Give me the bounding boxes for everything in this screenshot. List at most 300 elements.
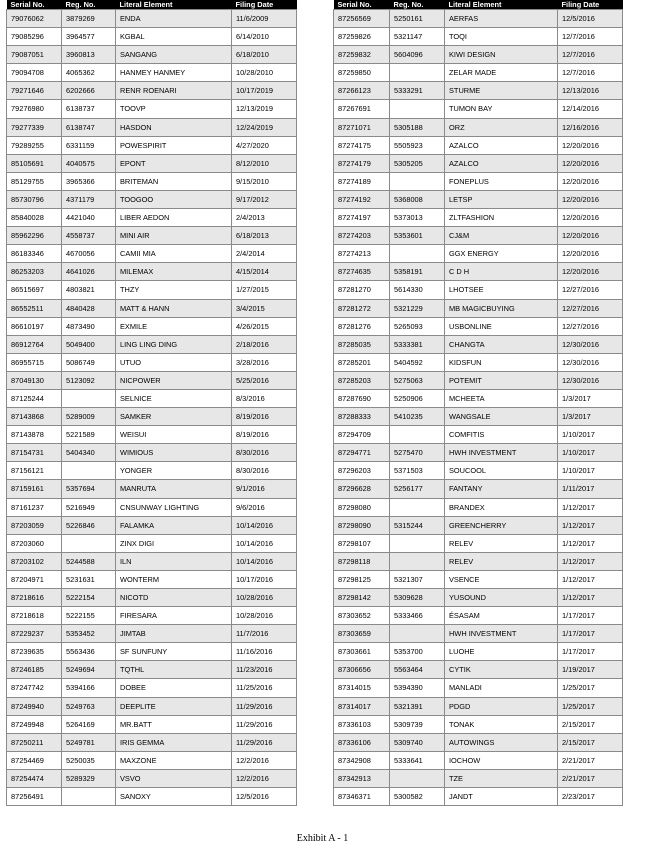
literal-element-cell: MANRUTA xyxy=(116,480,232,498)
serial-no-cell: 87294771 xyxy=(334,444,390,462)
table-row xyxy=(7,28,297,46)
literal-element-cell: IOCHOW xyxy=(445,751,558,769)
filing-date-cell: 12/13/2016 xyxy=(558,82,623,100)
serial-no-cell: 79271646 xyxy=(7,82,62,100)
literal-element-cell: PDGD xyxy=(445,697,558,715)
reg-no-cell: 5309628 xyxy=(390,589,445,607)
filing-date-cell: 1/3/2017 xyxy=(558,408,623,426)
literal-element-cell: ENDA xyxy=(116,10,232,28)
serial-no-cell: 87281276 xyxy=(334,317,390,335)
literal-element-cell: VSVO xyxy=(116,769,232,787)
literal-element-cell: CNSUNWAY LIGHTING xyxy=(116,498,232,516)
literal-element-cell: SANGANG xyxy=(116,46,232,64)
filing-date-cell: 2/15/2017 xyxy=(558,733,623,751)
reg-no-cell: 6138747 xyxy=(62,118,116,136)
table-row xyxy=(7,353,297,371)
literal-element-cell: SAMKER xyxy=(116,408,232,426)
literal-element-cell: BRANDEX xyxy=(445,498,558,516)
table-row xyxy=(334,190,623,208)
reg-no-cell: 5333466 xyxy=(390,607,445,625)
table-row xyxy=(7,733,297,751)
literal-element-cell: JIMTAB xyxy=(116,625,232,643)
filing-date-cell: 1/12/2017 xyxy=(558,498,623,516)
serial-no-cell: 87218616 xyxy=(7,589,62,607)
reg-no-cell: 5353601 xyxy=(390,227,445,245)
filing-date-cell: 10/28/2010 xyxy=(232,64,297,82)
table-row xyxy=(7,227,297,245)
table-row xyxy=(334,82,623,100)
reg-no-cell: 5250906 xyxy=(390,389,445,407)
serial-no-cell: 87254474 xyxy=(7,769,62,787)
serial-no-cell: 87218618 xyxy=(7,607,62,625)
serial-no-cell: 87249940 xyxy=(7,697,62,715)
table-row xyxy=(334,100,623,118)
serial-no-cell: 87247742 xyxy=(7,679,62,697)
serial-no-cell: 86253203 xyxy=(7,263,62,281)
reg-no-cell: 5249763 xyxy=(62,697,116,715)
reg-no-cell: 5256177 xyxy=(390,480,445,498)
filing-date-cell: 12/27/2016 xyxy=(558,281,623,299)
serial-no-cell: 87259850 xyxy=(334,64,390,82)
table-row xyxy=(334,751,623,769)
reg-no-cell: 5222154 xyxy=(62,589,116,607)
reg-no-cell: 5275063 xyxy=(390,371,445,389)
reg-no-cell: 5358191 xyxy=(390,263,445,281)
literal-element-cell: POTEMIT xyxy=(445,371,558,389)
header-reg-no: Reg. No. xyxy=(62,0,116,10)
reg-no-cell: 4873490 xyxy=(62,317,116,335)
literal-element-cell: TUMON BAY xyxy=(445,100,558,118)
serial-no-cell: 87267691 xyxy=(334,100,390,118)
header-literal-element: Literal Element xyxy=(116,0,232,10)
reg-no-cell: 5333381 xyxy=(390,335,445,353)
filing-date-cell: 12/27/2016 xyxy=(558,317,623,335)
filing-date-cell: 12/20/2016 xyxy=(558,154,623,172)
literal-element-cell: WEISUI xyxy=(116,426,232,444)
literal-element-cell: AUTOWINGS xyxy=(445,733,558,751)
filing-date-cell: 12/20/2016 xyxy=(558,172,623,190)
literal-element-cell: CAMII MIA xyxy=(116,245,232,263)
reg-no-cell: 5226846 xyxy=(62,516,116,534)
serial-no-cell: 79277339 xyxy=(7,118,62,136)
reg-no-cell xyxy=(390,534,445,552)
serial-no-cell: 87159161 xyxy=(7,480,62,498)
serial-no-cell: 87306656 xyxy=(334,661,390,679)
serial-no-cell: 87287690 xyxy=(334,389,390,407)
table-row xyxy=(334,335,623,353)
reg-no-cell xyxy=(390,426,445,444)
serial-no-cell: 87298142 xyxy=(334,589,390,607)
literal-element-cell: JANDT xyxy=(445,788,558,806)
filing-date-cell: 2/21/2017 xyxy=(558,751,623,769)
serial-no-cell: 87285201 xyxy=(334,353,390,371)
table-row xyxy=(334,408,623,426)
literal-element-cell: C D H xyxy=(445,263,558,281)
filing-date-cell: 5/25/2016 xyxy=(232,371,297,389)
filing-date-cell: 11/25/2016 xyxy=(232,679,297,697)
table-header-row xyxy=(334,0,623,10)
literal-element-cell: YUSOUND xyxy=(445,589,558,607)
reg-no-cell: 5249781 xyxy=(62,733,116,751)
serial-no-cell: 87298090 xyxy=(334,516,390,534)
reg-no-cell: 5249694 xyxy=(62,661,116,679)
filing-date-cell: 2/4/2014 xyxy=(232,245,297,263)
reg-no-cell xyxy=(390,172,445,190)
filing-date-cell: 9/15/2010 xyxy=(232,172,297,190)
filing-date-cell: 2/21/2017 xyxy=(558,769,623,787)
literal-element-cell: ÉSASAM xyxy=(445,607,558,625)
reg-no-cell: 4040575 xyxy=(62,154,116,172)
reg-no-cell: 5371503 xyxy=(390,462,445,480)
table-row xyxy=(7,589,297,607)
literal-element-cell: HANMEY HANMEY xyxy=(116,64,232,82)
literal-element-cell: SELNICE xyxy=(116,389,232,407)
serial-no-cell: 87336106 xyxy=(334,733,390,751)
serial-no-cell: 87274197 xyxy=(334,209,390,227)
literal-element-cell: IRIS GEMMA xyxy=(116,733,232,751)
serial-no-cell: 87274189 xyxy=(334,172,390,190)
header-reg-no: Reg. No. xyxy=(390,0,445,10)
filing-date-cell: 12/7/2016 xyxy=(558,46,623,64)
serial-no-cell: 87298080 xyxy=(334,498,390,516)
reg-no-cell: 4371179 xyxy=(62,190,116,208)
reg-no-cell: 5250161 xyxy=(390,10,445,28)
literal-element-cell: ZINX DIGI xyxy=(116,534,232,552)
filing-date-cell: 11/23/2016 xyxy=(232,661,297,679)
literal-element-cell: STURME xyxy=(445,82,558,100)
table-row xyxy=(7,389,297,407)
exhibit-footer: Exhibit A - 1 xyxy=(296,833,349,844)
filing-date-cell: 12/5/2016 xyxy=(558,10,623,28)
reg-no-cell: 6202666 xyxy=(62,82,116,100)
filing-date-cell: 12/24/2019 xyxy=(232,118,297,136)
serial-no-cell: 87266123 xyxy=(334,82,390,100)
literal-element-cell: DOBEE xyxy=(116,679,232,697)
serial-no-cell: 87249948 xyxy=(7,715,62,733)
table-row xyxy=(7,498,297,516)
filing-date-cell: 1/25/2017 xyxy=(558,697,623,715)
reg-no-cell xyxy=(390,245,445,263)
table-header-row xyxy=(7,0,297,10)
table-row xyxy=(7,82,297,100)
table-row xyxy=(334,570,623,588)
serial-no-cell: 87250211 xyxy=(7,733,62,751)
literal-element-cell: BRITEMAN xyxy=(116,172,232,190)
literal-element-cell: POWESPIRIT xyxy=(116,136,232,154)
serial-no-cell: 87336103 xyxy=(334,715,390,733)
serial-no-cell: 87274635 xyxy=(334,263,390,281)
serial-no-cell: 87204971 xyxy=(7,570,62,588)
filing-date-cell: 3/4/2015 xyxy=(232,299,297,317)
serial-no-cell: 79076062 xyxy=(7,10,62,28)
serial-no-cell: 87254469 xyxy=(7,751,62,769)
table-row xyxy=(7,769,297,787)
literal-element-cell: WANGSALE xyxy=(445,408,558,426)
reg-no-cell: 5604096 xyxy=(390,46,445,64)
header-literal-element: Literal Element xyxy=(445,0,558,10)
serial-no-cell: 87274213 xyxy=(334,245,390,263)
literal-element-cell: TQTHL xyxy=(116,661,232,679)
filing-date-cell: 1/25/2017 xyxy=(558,679,623,697)
filing-date-cell: 12/5/2016 xyxy=(232,788,297,806)
reg-no-cell: 4670056 xyxy=(62,245,116,263)
literal-element-cell: MAXZONE xyxy=(116,751,232,769)
serial-no-cell: 87342908 xyxy=(334,751,390,769)
filing-date-cell: 10/28/2016 xyxy=(232,589,297,607)
table-row xyxy=(334,426,623,444)
table-row xyxy=(7,462,297,480)
table-row xyxy=(334,245,623,263)
literal-element-cell: HWH INVESTMENT xyxy=(445,625,558,643)
serial-no-cell: 87298118 xyxy=(334,552,390,570)
literal-element-cell: TZE xyxy=(445,769,558,787)
filing-date-cell: 4/27/2020 xyxy=(232,136,297,154)
filing-date-cell: 8/19/2016 xyxy=(232,408,297,426)
reg-no-cell: 5309740 xyxy=(390,733,445,751)
filing-date-cell: 11/7/2016 xyxy=(232,625,297,643)
table-row xyxy=(7,263,297,281)
filing-date-cell: 12/20/2016 xyxy=(558,227,623,245)
table-row xyxy=(334,516,623,534)
table-row xyxy=(334,118,623,136)
reg-no-cell: 5315244 xyxy=(390,516,445,534)
reg-no-cell: 5373013 xyxy=(390,209,445,227)
serial-no-cell: 87256569 xyxy=(334,10,390,28)
literal-element-cell: ZLTFASHION xyxy=(445,209,558,227)
literal-element-cell: CHANGTA xyxy=(445,335,558,353)
literal-element-cell: SANOXY xyxy=(116,788,232,806)
literal-element-cell: RELEV xyxy=(445,534,558,552)
serial-no-cell: 86515697 xyxy=(7,281,62,299)
table-row xyxy=(7,661,297,679)
reg-no-cell: 4065362 xyxy=(62,64,116,82)
filing-date-cell: 12/14/2016 xyxy=(558,100,623,118)
table-row xyxy=(334,389,623,407)
filing-date-cell: 1/11/2017 xyxy=(558,480,623,498)
filing-date-cell: 1/10/2017 xyxy=(558,462,623,480)
reg-no-cell: 5563436 xyxy=(62,643,116,661)
trademark-table-right xyxy=(333,0,623,806)
filing-date-cell: 4/26/2015 xyxy=(232,317,297,335)
reg-no-cell: 5394390 xyxy=(390,679,445,697)
table-row xyxy=(7,516,297,534)
header-serial-no: Serial No. xyxy=(7,0,62,10)
filing-date-cell: 2/15/2017 xyxy=(558,715,623,733)
serial-no-cell: 87259832 xyxy=(334,46,390,64)
filing-date-cell: 2/4/2013 xyxy=(232,209,297,227)
serial-no-cell: 87239635 xyxy=(7,643,62,661)
serial-no-cell: 87049130 xyxy=(7,371,62,389)
literal-element-cell: MATT & HANN xyxy=(116,299,232,317)
filing-date-cell: 8/30/2016 xyxy=(232,444,297,462)
reg-no-cell: 5404592 xyxy=(390,353,445,371)
header-filing-date: Filing Date xyxy=(232,0,297,10)
table-row xyxy=(7,136,297,154)
table-row xyxy=(334,589,623,607)
filing-date-cell: 11/29/2016 xyxy=(232,697,297,715)
literal-element-cell: FALAMKA xyxy=(116,516,232,534)
table-row xyxy=(334,154,623,172)
literal-element-cell: ILN xyxy=(116,552,232,570)
reg-no-cell xyxy=(62,788,116,806)
reg-no-cell xyxy=(390,498,445,516)
serial-no-cell: 85105691 xyxy=(7,154,62,172)
serial-no-cell: 87342913 xyxy=(334,769,390,787)
literal-element-cell: LHOTSEE xyxy=(445,281,558,299)
literal-element-cell: LIBER AEDON xyxy=(116,209,232,227)
serial-no-cell: 87346371 xyxy=(334,788,390,806)
reg-no-cell xyxy=(390,64,445,82)
serial-no-cell: 87143868 xyxy=(7,408,62,426)
table-row xyxy=(7,697,297,715)
table-row xyxy=(7,371,297,389)
reg-no-cell: 3964577 xyxy=(62,28,116,46)
filing-date-cell: 1/17/2017 xyxy=(558,607,623,625)
literal-element-cell: SOUCOOL xyxy=(445,462,558,480)
filing-date-cell: 6/18/2010 xyxy=(232,46,297,64)
reg-no-cell: 5231631 xyxy=(62,570,116,588)
header-filing-date: Filing Date xyxy=(558,0,623,10)
reg-no-cell: 5123092 xyxy=(62,371,116,389)
reg-no-cell: 5049400 xyxy=(62,335,116,353)
reg-no-cell: 5250035 xyxy=(62,751,116,769)
literal-element-cell: CJ&M xyxy=(445,227,558,245)
filing-date-cell: 6/18/2013 xyxy=(232,227,297,245)
reg-no-cell: 5321307 xyxy=(390,570,445,588)
filing-date-cell: 3/28/2016 xyxy=(232,353,297,371)
reg-no-cell: 3965366 xyxy=(62,172,116,190)
trademark-table-left xyxy=(6,0,297,806)
reg-no-cell: 5265093 xyxy=(390,317,445,335)
literal-element-cell: TOOVP xyxy=(116,100,232,118)
filing-date-cell: 1/17/2017 xyxy=(558,643,623,661)
table-row xyxy=(7,317,297,335)
reg-no-cell: 5404340 xyxy=(62,444,116,462)
table-row xyxy=(7,788,297,806)
literal-element-cell: HASDON xyxy=(116,118,232,136)
serial-no-cell: 87256491 xyxy=(7,788,62,806)
literal-element-cell: HWH INVESTMENT xyxy=(445,444,558,462)
table-row xyxy=(7,46,297,64)
serial-no-cell: 85840028 xyxy=(7,209,62,227)
serial-no-cell: 87303652 xyxy=(334,607,390,625)
reg-no-cell xyxy=(390,625,445,643)
serial-no-cell: 86955715 xyxy=(7,353,62,371)
reg-no-cell: 5353452 xyxy=(62,625,116,643)
filing-date-cell: 9/1/2016 xyxy=(232,480,297,498)
literal-element-cell: DEEPLITE xyxy=(116,697,232,715)
serial-no-cell: 87314017 xyxy=(334,697,390,715)
table-row xyxy=(334,534,623,552)
table-row xyxy=(334,172,623,190)
serial-no-cell: 87296628 xyxy=(334,480,390,498)
reg-no-cell: 3879269 xyxy=(62,10,116,28)
filing-date-cell: 10/14/2016 xyxy=(232,552,297,570)
literal-element-cell: LETSP xyxy=(445,190,558,208)
literal-element-cell: ZELAR MADE xyxy=(445,64,558,82)
table-row xyxy=(7,154,297,172)
reg-no-cell: 5244588 xyxy=(62,552,116,570)
filing-date-cell: 2/23/2017 xyxy=(558,788,623,806)
reg-no-cell: 5222155 xyxy=(62,607,116,625)
table-row xyxy=(334,733,623,751)
table-row xyxy=(334,136,623,154)
reg-no-cell: 4641026 xyxy=(62,263,116,281)
filing-date-cell: 11/29/2016 xyxy=(232,733,297,751)
reg-no-cell: 5505923 xyxy=(390,136,445,154)
literal-element-cell: MR.BATT xyxy=(116,715,232,733)
literal-element-cell: UTUO xyxy=(116,353,232,371)
table-row xyxy=(334,697,623,715)
literal-element-cell: RELEV xyxy=(445,552,558,570)
reg-no-cell: 6331159 xyxy=(62,136,116,154)
literal-element-cell: TOQI xyxy=(445,28,558,46)
literal-element-cell: AZALCO xyxy=(445,136,558,154)
filing-date-cell: 10/28/2016 xyxy=(232,607,297,625)
reg-no-cell xyxy=(390,769,445,787)
serial-no-cell: 87303659 xyxy=(334,625,390,643)
reg-no-cell: 5305205 xyxy=(390,154,445,172)
reg-no-cell xyxy=(62,389,116,407)
reg-no-cell: 5221589 xyxy=(62,426,116,444)
literal-element-cell: AZALCO xyxy=(445,154,558,172)
table-row xyxy=(7,534,297,552)
literal-element-cell: RENR ROENARI xyxy=(116,82,232,100)
filing-date-cell: 12/2/2016 xyxy=(232,769,297,787)
reg-no-cell: 5353700 xyxy=(390,643,445,661)
table-row xyxy=(334,353,623,371)
filing-date-cell: 10/14/2016 xyxy=(232,516,297,534)
reg-no-cell: 4421040 xyxy=(62,209,116,227)
table-row xyxy=(334,227,623,245)
reg-no-cell: 5333641 xyxy=(390,751,445,769)
table-row xyxy=(334,10,623,28)
serial-no-cell: 87281270 xyxy=(334,281,390,299)
reg-no-cell xyxy=(62,534,116,552)
serial-no-cell: 87274192 xyxy=(334,190,390,208)
serial-no-cell: 87288333 xyxy=(334,408,390,426)
filing-date-cell: 2/18/2016 xyxy=(232,335,297,353)
table-row xyxy=(7,480,297,498)
literal-element-cell: WONTERM xyxy=(116,570,232,588)
serial-no-cell: 87156121 xyxy=(7,462,62,480)
reg-no-cell: 6138737 xyxy=(62,100,116,118)
reg-no-cell: 4803821 xyxy=(62,281,116,299)
table-row xyxy=(7,625,297,643)
filing-date-cell: 12/20/2016 xyxy=(558,190,623,208)
table-row xyxy=(334,715,623,733)
filing-date-cell: 1/27/2015 xyxy=(232,281,297,299)
literal-element-cell: USBONLINE xyxy=(445,317,558,335)
serial-no-cell: 87271071 xyxy=(334,118,390,136)
table-row xyxy=(334,661,623,679)
filing-date-cell: 12/20/2016 xyxy=(558,136,623,154)
serial-no-cell: 87281272 xyxy=(334,299,390,317)
reg-no-cell: 5394166 xyxy=(62,679,116,697)
filing-date-cell: 12/30/2016 xyxy=(558,353,623,371)
filing-date-cell: 12/27/2016 xyxy=(558,299,623,317)
table-row xyxy=(7,245,297,263)
table-row xyxy=(7,64,297,82)
table-row xyxy=(334,625,623,643)
literal-element-cell: FANTANY xyxy=(445,480,558,498)
filing-date-cell: 12/30/2016 xyxy=(558,335,623,353)
literal-element-cell: WIMIOUS xyxy=(116,444,232,462)
table-row xyxy=(7,552,297,570)
table-row xyxy=(7,643,297,661)
serial-no-cell: 79276980 xyxy=(7,100,62,118)
literal-element-cell: MINI AIR xyxy=(116,227,232,245)
